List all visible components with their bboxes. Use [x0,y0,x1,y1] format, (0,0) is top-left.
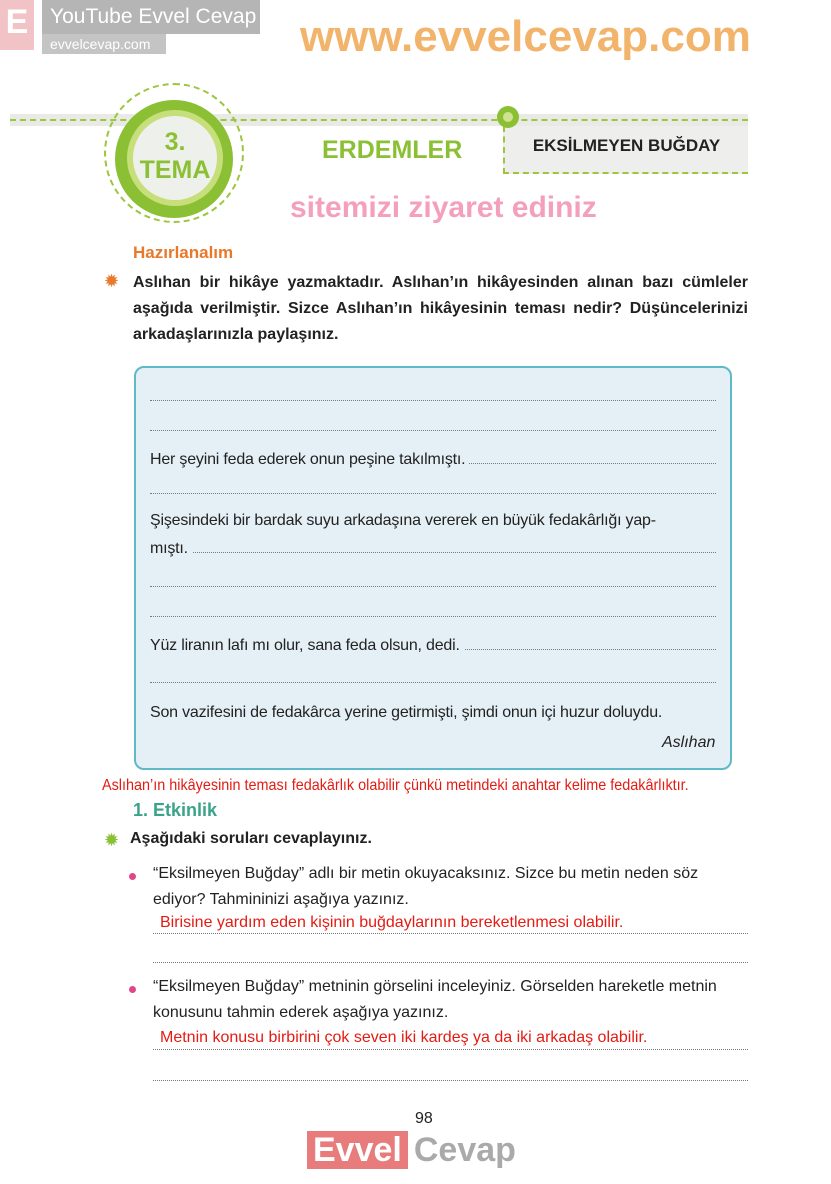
lesson-title: EKSİLMEYEN BUĞDAY [503,126,748,174]
watermark-sub: sitemizi ziyaret ediniz [290,191,597,224]
answer-line [153,1049,748,1050]
dot-inner [503,112,513,122]
answer-line [153,1080,748,1081]
dotted-line [150,586,716,587]
intro-text: Aslıhan bir hikâye yazmaktadır. Aslıhan’ın hikâyesinden alınan bazı cümleler aşağıda verilmiştir. Sizce Aslıhan’ın hikâyesinin teması nedir? Düşüncelerinizi arkadaşlarınızla paylaşınız. [133,274,748,343]
star-icon: ✹ [104,271,120,291]
dotted-line [150,400,716,401]
answer-line [153,962,748,963]
story-author: Aslıhan [662,734,716,751]
bullet-icon [129,986,136,993]
page-number: 98 [415,1110,433,1127]
dotted-line [150,552,716,553]
youtube-label: YouTube Evvel Cevap [42,0,260,34]
theme-label: TEMA [139,156,211,184]
dotted-line [150,493,716,494]
brand-logo [307,1130,516,1170]
handwritten-answer: Aslıhan’ın hikâyesinin teması fedakârlık olabilir çünkü metindeki anahtar kelime fedakârlıktır. [102,777,689,794]
story-sentence: Her şeyini feda ederek onun peşine takılmıştı. [150,450,469,470]
unit-title: ERDEMLER [322,136,463,164]
site-label: evvelcevap.com [42,34,166,54]
brand-part-b: Cevap [413,1131,516,1169]
dotted-line [150,430,716,431]
question-answer: Metnin konusu birbirini çok seven iki kardeş ya da iki arkadaş olabilir. [160,1029,648,1046]
story-sentence: mıştı. [150,539,192,559]
star-icon: ✹ [104,830,120,850]
question-text: “Eksilmeyen Buğday” metninin görselini inceleyiniz. Görselden hareketle metnin konusunu tahmin ederek aşağıya yazınız. [153,978,717,1021]
story-sentence: Yüz liranın lafı mı olur, sana feda olsun, dedi. [150,636,464,656]
activity-heading: 1. Etkinlik [133,800,218,820]
logo-icon: E [0,0,34,50]
dotted-line [150,616,716,617]
watermark-main: www.evvelcevap.com [300,12,751,61]
section-heading: Hazırlanalım [133,243,234,262]
story-sentence: Şişesindeki bir bardak suyu arkadaşına vererek en büyük fedakârlığı yap- [150,511,660,531]
brand-part-a: Evvel [307,1131,408,1169]
theme-badge [133,116,217,200]
question-answer: Birisine yardım eden kişinin buğdaylarının bereketlenmesi olabilir. [160,914,624,931]
theme-number: 3. [164,128,186,156]
question-text: “Eksilmeyen Buğday” adlı bir metin okuyacaksınız. Sizce bu metin neden söz ediyor? Tahmininizi aşağıya yazınız. [153,865,699,908]
bullet-icon [129,873,136,880]
story-sentence: Son vazifesini de fedakârca yerine getirmişti, şimdi onun içi huzur doluydu. [150,703,666,723]
dotted-line [150,682,716,683]
activity-instruction: Aşağıdaki soruları cevaplayınız. [130,830,372,847]
answer-line [153,933,748,934]
